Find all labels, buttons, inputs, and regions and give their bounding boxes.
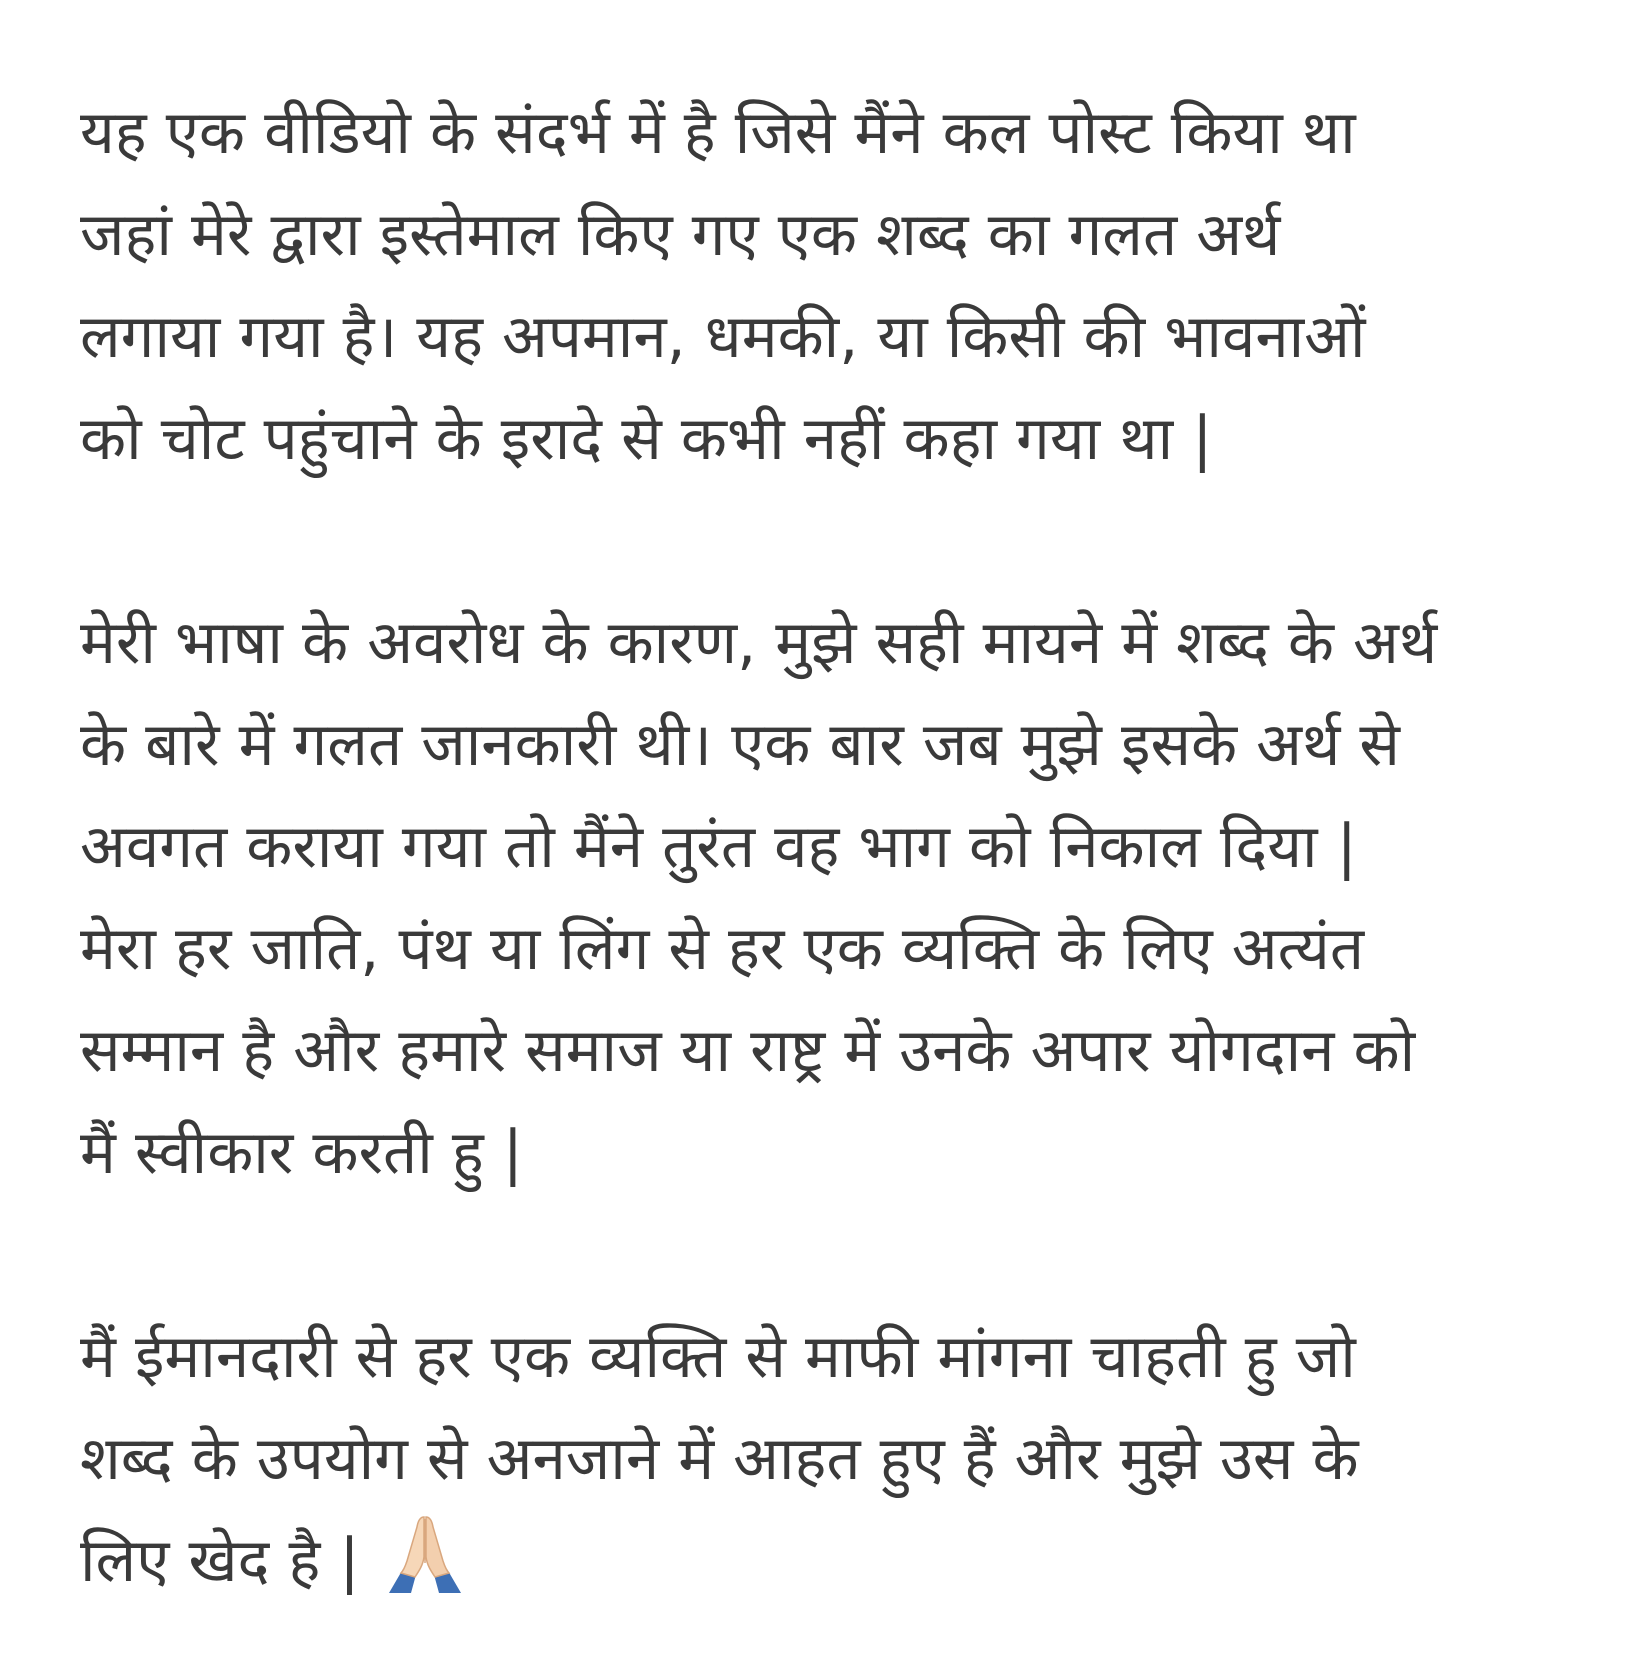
text-line: को चोट पहुंचाने के इरादे से कभी नहीं कहा गया था | <box>80 404 1213 474</box>
text-line: लगाया गया है। यह अपमान, धमकी, या किसी की भावनाओं <box>80 302 1366 372</box>
last-line <box>80 1510 1580 1612</box>
apology-note <box>80 82 1580 1612</box>
paragraph-spacer <box>80 1204 1580 1306</box>
paragraph-1 <box>80 82 1580 490</box>
text-line: लिए खेद है | <box>80 1526 360 1596</box>
text-line: मेरा हर जाति, पंथ या लिंग से हर एक व्यक्ति के लिए अत्यंत <box>80 914 1365 984</box>
paragraph-3 <box>80 1306 1580 1612</box>
folded-hands-icon <box>383 1511 467 1595</box>
text-line: मैं स्वीकार करती हु | <box>80 1118 524 1188</box>
text-line: अवगत कराया गया तो मैंने तुरंत वह भाग को निकाल दिया | <box>80 812 1357 882</box>
text-line: मैं ईमानदारी से हर एक व्यक्ति से माफी मांगना चाहती हु जो <box>80 1322 1356 1392</box>
paragraph-spacer <box>80 490 1580 592</box>
paragraph-2 <box>80 592 1580 1204</box>
text-line: मेरी भाषा के अवरोध के कारण, मुझे सही मायने में शब्द के अर्थ <box>80 608 1438 678</box>
text-line: सम्मान है और हमारे समाज या राष्ट्र में उनके अपार योगदान को <box>80 1016 1416 1086</box>
text-line: जहां मेरे द्वारा इस्तेमाल किए गए एक शब्द का गलत अर्थ <box>80 200 1281 270</box>
text-line: के बारे में गलत जानकारी थी। एक बार जब मुझे इसके अर्थ से <box>80 710 1400 780</box>
text-line: शब्द के उपयोग से अनजाने में आहत हुए हैं और मुझे उस के <box>80 1424 1359 1494</box>
text-line: यह एक वीडियो के संदर्भ में है जिसे मैंने कल पोस्ट किया था <box>80 98 1356 168</box>
